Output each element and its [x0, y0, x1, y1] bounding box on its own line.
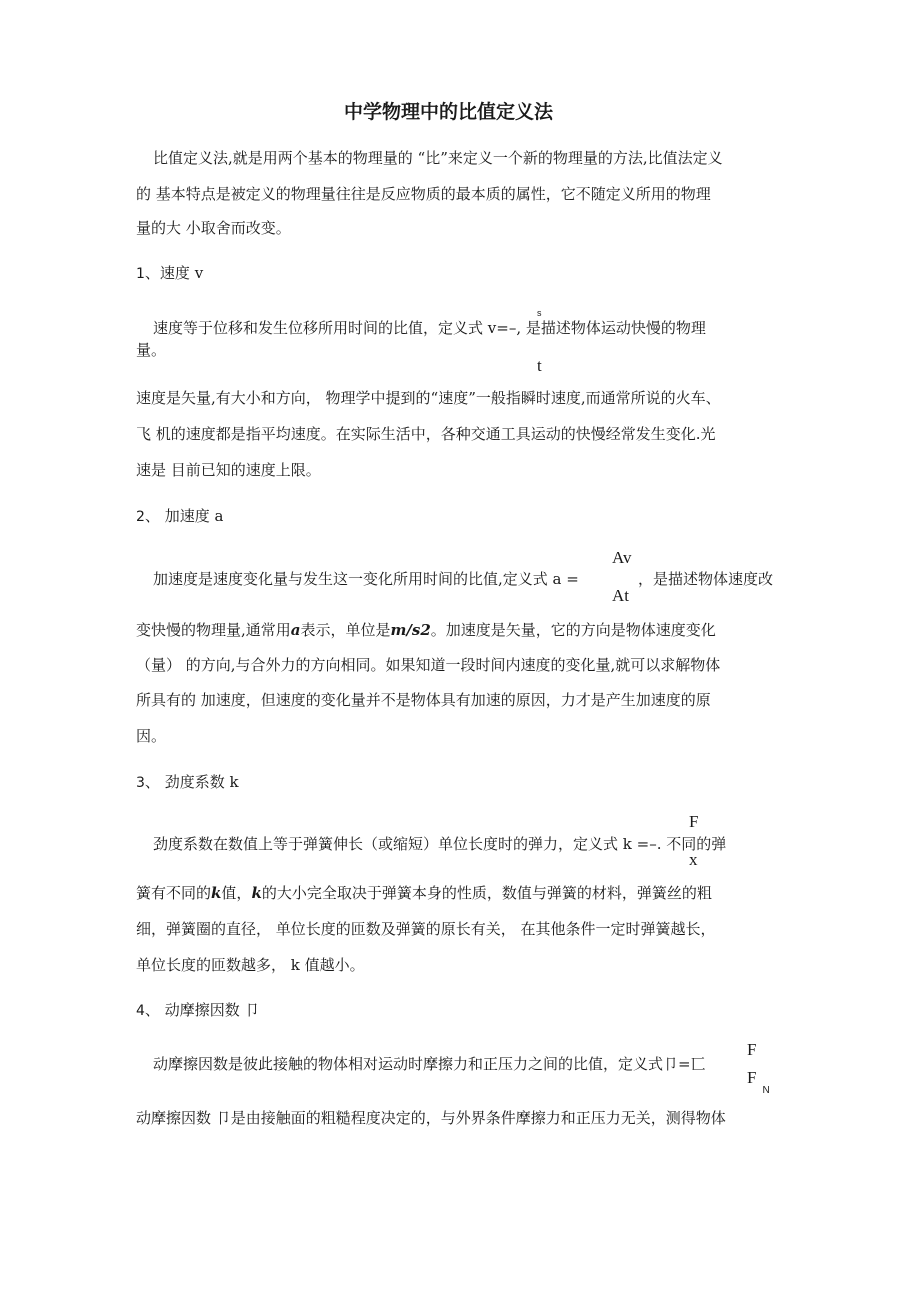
formula-subscript: N — [762, 1085, 770, 1096]
paragraph-line: 速是 目前已知的速度上限。 — [136, 461, 321, 479]
page-title: 中学物理中的比值定义法 — [344, 101, 554, 123]
formula-numerator: Av — [612, 548, 632, 567]
paragraph-line: 速度是矢量,有大小和方向， 物理学中提到的“速度”一般指瞬时速度,而通常所说的火车、 — [136, 389, 721, 407]
formula-symbol: F — [747, 1068, 757, 1087]
paragraph-text: 值， — [221, 884, 252, 902]
paragraph-line: ，是描述物体速度改 — [638, 570, 774, 588]
formula-denominator — [747, 1068, 770, 1096]
paragraph-line: （量） 的方向,与合外力的方向相同。如果知道一段时间内速度的变化量,就可以求解物体 — [136, 656, 721, 674]
paragraph-text: 的大小完全取决于弹簧本身的性质，数值与弹簧的材料，弹簧丝的粗 — [261, 884, 712, 902]
formula-denominator: At — [612, 586, 629, 605]
paragraph-text: 簧有不同的 — [136, 884, 212, 902]
paragraph-line: 飞 机的速度都是指平均速度。在实际生活中，各种交通工具运动的快慢经常发生变化.光 — [136, 425, 716, 443]
section-number: 3 — [136, 775, 145, 791]
paragraph-line — [136, 620, 716, 640]
section-heading-text: 、 加速度 a — [144, 507, 224, 525]
formula-numerator: F — [689, 812, 699, 831]
intro-line: 比值定义法,就是用两个基本的物理量的 “比”来定义一个新的物理量的方法,比值法定义 — [153, 149, 723, 167]
formula-denominator: t — [537, 356, 542, 375]
section-number: 1 — [136, 266, 145, 282]
section-heading — [136, 506, 223, 527]
paragraph-line: 单位长度的匝数越多， k 值越小。 — [136, 956, 365, 974]
paragraph-line: 因。 — [136, 727, 167, 745]
unit-text: m/s2 — [390, 621, 431, 639]
paragraph-line — [136, 883, 712, 903]
paragraph-text: 变快慢的物理量,通常用 — [136, 621, 291, 639]
paragraph-line: 细，弹簧圈的直径， 单位长度的匝数及弹簧的原长有关， 在其他条件一定时弹簧越长， — [136, 920, 716, 938]
formula-numerator: s — [537, 308, 542, 318]
formula-inline: =–, 是描述物体运动快慢的物理 — [496, 319, 706, 337]
paragraph-line: 加速度是速度变化量与发生这一变化所用时间的比值,定义式 a = — [153, 570, 579, 588]
formula-numerator: F — [747, 1040, 757, 1059]
paragraph-text: 表示，单位是 — [300, 621, 391, 639]
symbol-k: k — [211, 884, 222, 902]
paragraph-line — [153, 318, 706, 338]
formula-denominator: x — [689, 850, 698, 869]
section-number: 2 — [136, 509, 145, 525]
paragraph-line: 劲度系数在数值上等于弹簧伸长（或缩短）单位长度时的弹力，定义式 k =–. 不同的弹 — [153, 835, 727, 853]
section-heading — [136, 263, 203, 284]
paragraph-line: 量。 — [136, 341, 167, 359]
intro-line: 量的大 小取舍而改变。 — [136, 219, 291, 237]
section-heading-text: 、速度 v — [144, 264, 204, 282]
section-number: 4 — [136, 1003, 145, 1019]
symbol-k: k — [251, 884, 262, 902]
paragraph-line: 动摩擦因数 卩是由接触面的粗糙程度决定的，与外界条件摩擦力和正压力无关，测得物体 — [136, 1109, 726, 1127]
section-heading — [136, 772, 239, 793]
paragraph-line: 动摩擦因数是彼此接触的物体相对运动时摩擦力和正压力之间的比值，定义式卩=匸 — [153, 1055, 706, 1073]
intro-line: 的 基本特点是被定义的物理量往往是反应物质的最本质的属性，它不随定义所用的物理 — [136, 185, 711, 203]
paragraph-text: 速度等于位移和发生位移所用时间的比值，定义式 v — [153, 319, 497, 337]
section-heading — [136, 1000, 259, 1021]
section-heading-text: 、 劲度系数 k — [144, 773, 239, 791]
paragraph-text: 。加速度是矢量，它的方向是物体速度变化 — [430, 621, 716, 639]
paragraph-line: 所具有的 加速度，但速度的变化量并不是物体具有加速的原因，力才是产生加速度的原 — [136, 691, 711, 709]
symbol-a: a — [290, 621, 301, 639]
section-heading-text: 、 动摩擦因数 卩 — [144, 1001, 260, 1019]
